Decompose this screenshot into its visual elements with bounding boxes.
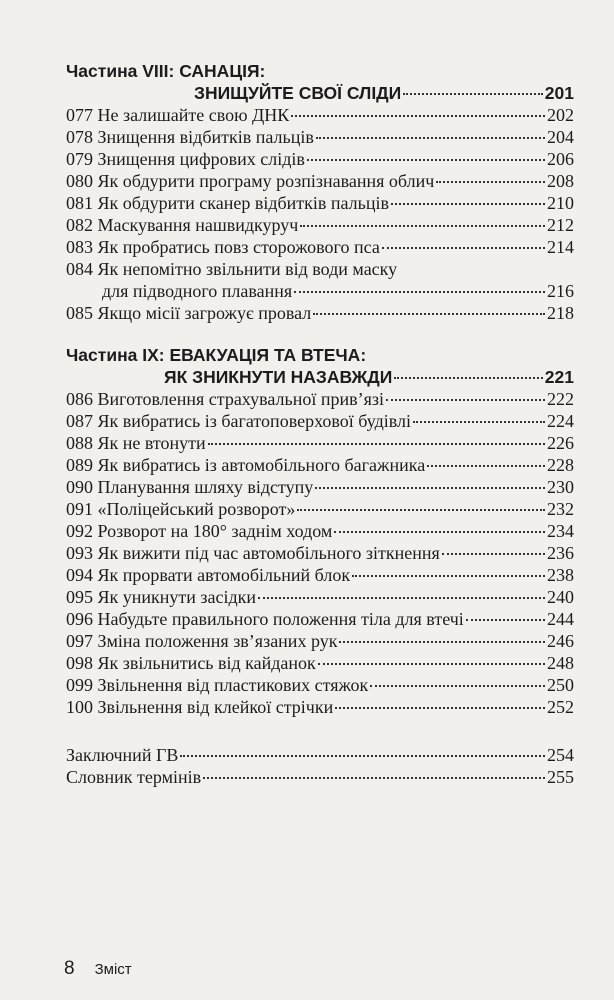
part-8-page: 201 [544, 83, 574, 103]
toc-entry[interactable] [66, 258, 574, 280]
entry-title: 080 Як обдурити програму розпізнавання облич [66, 171, 435, 191]
entry-title: 078 Знищення відбитків пальців [66, 127, 314, 147]
entry-title: 082 Маскування нашвидкуруч [66, 215, 299, 235]
entry-title: 100 Звільнення від клейкої стрічки [66, 697, 334, 717]
entry-title: 086 Виготовлення страхувальної прив’язі [66, 389, 385, 409]
dot-leader [318, 663, 545, 665]
dot-leader [315, 487, 545, 489]
toc-entry[interactable] [66, 476, 574, 498]
entry-title-cont: для підводного плавання [102, 281, 293, 301]
entry-title: 088 Як не втонути [66, 433, 206, 453]
toc-entry[interactable] [66, 410, 574, 432]
toc-entry[interactable] [66, 126, 574, 148]
dot-leader [208, 443, 545, 445]
entry-title: 077 Не залишайте свою ДНК [66, 105, 290, 125]
toc-entry[interactable] [66, 148, 574, 170]
toc-entry[interactable] [66, 432, 574, 454]
entry-title: Словник термінів [66, 767, 202, 787]
entry-page: 238 [547, 565, 574, 585]
entry-title: 094 Як прорвати автомобільний блок [66, 565, 351, 585]
dot-leader [203, 777, 545, 779]
entry-title: 085 Якщо місії загрожує провал [66, 303, 312, 323]
entry-page: 252 [547, 697, 574, 717]
entry-title: 092 Розворот на 180° заднім ходом [66, 521, 333, 541]
part-8-heading: Частина VIII: САНАЦІЯ: [66, 61, 266, 81]
part-9-heading: Частина IX: ЕВАКУАЦІЯ ТА ВТЕЧА: [66, 345, 367, 365]
entry-page: 208 [547, 171, 574, 191]
dot-leader [403, 93, 543, 95]
part-9-page: 221 [544, 367, 574, 387]
entry-page: 226 [547, 433, 574, 453]
entry-page: 255 [547, 767, 574, 787]
entry-page: 254 [547, 745, 574, 765]
toc-entry[interactable] [66, 192, 574, 214]
entry-title: 095 Як уникнути засідки [66, 587, 257, 607]
toc-entry[interactable] [66, 520, 574, 542]
entry-page: 222 [547, 389, 574, 409]
part-8-title: ЗНИЩУЙТЕ СВОЇ СЛІДИ [194, 83, 402, 103]
dot-leader [391, 203, 545, 205]
toc-entry[interactable] [66, 104, 574, 126]
entry-title: 079 Знищення цифрових слідів [66, 149, 305, 169]
entry-page: 206 [547, 149, 574, 169]
entry-page: 210 [547, 193, 574, 213]
entry-title: 081 Як обдурити сканер відбитків пальців [66, 193, 389, 213]
entry-page: 204 [547, 127, 574, 147]
entry-page: 234 [547, 521, 574, 541]
dot-leader [427, 465, 545, 467]
part-8-subheading[interactable] [66, 82, 574, 104]
dot-leader [300, 225, 545, 227]
entry-page: 244 [547, 609, 574, 629]
dot-leader [466, 619, 545, 621]
dot-leader [307, 159, 545, 161]
toc-entry[interactable] [66, 608, 574, 630]
entry-page: 236 [547, 543, 574, 563]
entry-page: 214 [547, 237, 574, 257]
toc-entry[interactable] [66, 388, 574, 410]
entry-title: 090 Планування шляху відступу [66, 477, 314, 497]
entry-title: Заключний ГВ [66, 745, 179, 765]
toc-entry[interactable] [66, 236, 574, 258]
dot-leader [436, 181, 545, 183]
dot-leader [180, 755, 545, 757]
entry-title: 098 Як звільнитись від кайданок [66, 653, 316, 673]
dot-leader [334, 531, 545, 533]
entry-page: 216 [547, 281, 574, 301]
toc-entry[interactable] [66, 302, 574, 324]
dot-leader [313, 313, 545, 315]
dot-leader [316, 137, 545, 139]
entry-title: 091 «Поліцейський розворот» [66, 499, 296, 519]
dot-leader [386, 399, 545, 401]
dot-leader [382, 247, 545, 249]
dot-leader [339, 641, 545, 643]
toc-entry[interactable] [66, 214, 574, 236]
toc-entry[interactable] [66, 674, 574, 696]
toc-entry-afterword[interactable] [66, 744, 574, 766]
dot-leader [335, 707, 545, 709]
entry-page: 248 [547, 653, 574, 673]
section-gap [66, 324, 574, 344]
dot-leader [258, 597, 545, 599]
table-of-contents [66, 60, 574, 788]
page-number: 8 [64, 958, 75, 979]
entry-title: 093 Як вижити під час автомобільного зіткнення [66, 543, 440, 563]
toc-entry[interactable] [66, 696, 574, 718]
toc-entry[interactable] [66, 586, 574, 608]
entry-page: 230 [547, 477, 574, 497]
entry-page: 246 [547, 631, 574, 651]
entry-title: 084 Як непомітно звільнити від води маску [66, 259, 398, 279]
entry-title: 083 Як пробратись повз сторожового пса [66, 237, 380, 257]
dot-leader [297, 509, 545, 511]
entry-title: 096 Набудьте правильного положення тіла для втечі [66, 609, 464, 629]
toc-entry[interactable] [66, 564, 574, 586]
part-9-title: ЯК ЗНИКНУТИ НАЗАВЖДИ [164, 367, 393, 387]
entry-page: 212 [547, 215, 574, 235]
entry-page: 218 [547, 303, 574, 323]
running-footer-label: Зміст [94, 961, 132, 978]
entry-title: 087 Як вибратись із багатоповерхової будівлі [66, 411, 412, 431]
entry-page: 224 [547, 411, 574, 431]
dot-leader [352, 575, 545, 577]
toc-entry[interactable] [66, 630, 574, 652]
entry-page: 240 [547, 587, 574, 607]
toc-entry[interactable] [66, 498, 574, 520]
dot-leader [291, 115, 545, 117]
page-footer [64, 958, 132, 980]
toc-entry[interactable] [66, 454, 574, 476]
entry-page: 250 [547, 675, 574, 695]
entry-page: 232 [547, 499, 574, 519]
entry-title: 089 Як вибратись із автомобільного багажника [66, 455, 426, 475]
dot-leader [442, 553, 545, 555]
toc-entry[interactable] [66, 652, 574, 674]
toc-entry[interactable] [66, 542, 574, 564]
entry-page: 202 [547, 105, 574, 125]
toc-entry-glossary[interactable] [66, 766, 574, 788]
section-gap [66, 718, 574, 744]
dot-leader [413, 421, 545, 423]
dot-leader [294, 291, 545, 293]
dot-leader [370, 685, 545, 687]
part-9-subheading[interactable] [66, 366, 574, 388]
toc-entry-continuation[interactable] [66, 280, 574, 302]
dot-leader [394, 377, 542, 379]
entry-page: 228 [547, 455, 574, 475]
entry-title: 099 Звільнення від пластикових стяжок [66, 675, 369, 695]
entry-title: 097 Зміна положення зв’язаних рук [66, 631, 338, 651]
toc-entry[interactable] [66, 170, 574, 192]
